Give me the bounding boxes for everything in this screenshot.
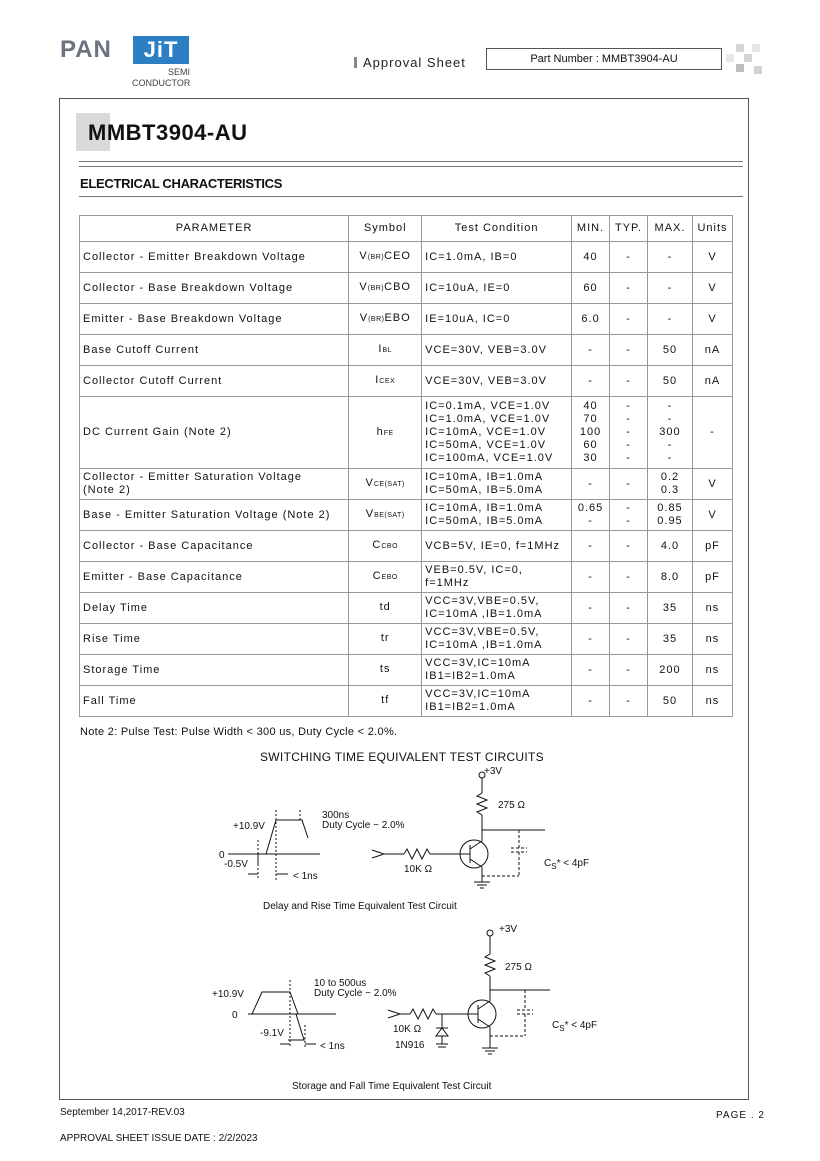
min-cell: 0.65 - [572, 500, 610, 531]
typ-cell: - [610, 335, 648, 366]
symbol-subscript: FE [383, 429, 394, 437]
part-number-box: Part Number : MMBT3904-AU [486, 48, 722, 70]
typ-cell: - [610, 624, 648, 655]
min-cell: 40 [572, 242, 610, 273]
switching-title: SWITCHING TIME EQUIVALENT TEST CIRCUITS [260, 750, 544, 764]
max-cell: - - 300 - - [648, 397, 693, 469]
symbol-subscript: BL [382, 347, 393, 354]
condition-cell: VEB=0.5V, IC=0, f=1MHz [422, 562, 572, 593]
symbol-main: I [375, 374, 380, 386]
revision-date: September 14,2017-REV.03 [60, 1107, 185, 1118]
symbol-main: tf [381, 694, 390, 706]
symbol-subscript: (BR) [368, 316, 385, 323]
c2-vzero-label: 0 [232, 1010, 238, 1021]
min-cell: 6.0 [572, 304, 610, 335]
condition-cell: VCE=30V, VEB=3.0V [422, 335, 572, 366]
max-cell: 50 [648, 366, 693, 397]
c2-vhigh-label: +10.9V [212, 989, 244, 1000]
min-cell: - [572, 469, 610, 500]
c1-vlow-label: -0.5V [224, 859, 248, 870]
max-cell: - [648, 242, 693, 273]
condition-cell: VCC=3V,IC=10mA IB1=IB2=1.0mA [422, 686, 572, 717]
symbol-tail: EBO [384, 312, 411, 324]
c1-load-resistor-label: 275 Ω [498, 800, 525, 811]
c2-diode-label: 1N916 [395, 1040, 425, 1051]
symbol-main: V [359, 312, 369, 324]
unit-cell: V [692, 500, 732, 531]
symbol-main: V [359, 281, 368, 293]
parameter-cell: Collector - Base Breakdown Voltage [80, 273, 349, 304]
condition-cell: IE=10uA, IC=0 [422, 304, 572, 335]
condition-cell: VCC=3V,IC=10mA IB1=IB2=1.0mA [422, 655, 572, 686]
max-cell: - [648, 304, 693, 335]
max-cell: 200 [648, 655, 693, 686]
symbol-main: C [372, 570, 382, 582]
c1-base-resistor-label: 10K Ω [404, 864, 433, 875]
symbol-subscript: EBO [381, 574, 398, 581]
max-cell: 4.0 [648, 531, 693, 562]
min-cell: - [572, 562, 610, 593]
condition-cell: IC=0.1mA, VCE=1.0V IC=1.0mA, VCE=1.0V IC=10mA, VCE=1.0V IC=50mA, VCE=1.0V IC=100mA, VCE=1.0V [422, 397, 572, 469]
logo-pan-text: PAN [60, 36, 112, 63]
condition-cell: VCC=3V,VBE=0.5V, IC=10mA ,IB=1.0mA [422, 593, 572, 624]
min-cell: - [572, 686, 610, 717]
condition-cell: VCB=5V, IE=0, f=1MHz [422, 531, 572, 562]
c1-vcc-label: +3V [484, 766, 503, 777]
c1-duty-label: Duty Cycle ~ 2.0% [322, 820, 405, 831]
symbol-subscript: CBO [381, 543, 399, 550]
typ-cell: - - [610, 500, 648, 531]
min-cell: - [572, 335, 610, 366]
table-header-cell: Units [692, 216, 732, 242]
typ-cell: - [610, 273, 648, 304]
condition-cell: VCC=3V,VBE=0.5V, IC=10mA ,IB=1.0mA [422, 624, 572, 655]
unit-cell: V [692, 469, 732, 500]
unit-cell: V [692, 304, 732, 335]
page-number: PAGE . 2 [716, 1110, 765, 1121]
logo-sub-line2: CONDUCTOR [132, 78, 191, 88]
c2-vlow-label: -9.1V [260, 1028, 284, 1039]
parameter-cell: Collector - Base Capacitance [80, 531, 349, 562]
parameter-cell: Collector - Emitter Saturation Voltage (Note 2) [80, 469, 349, 500]
symbol-subscript: (BR) [367, 285, 385, 292]
parameter-cell: Base - Emitter Saturation Voltage (Note 2) [80, 500, 349, 531]
min-cell: - [572, 655, 610, 686]
unit-cell: pF [692, 531, 732, 562]
parameter-cell: Base Cutoff Current [80, 335, 349, 366]
min-cell: - [572, 531, 610, 562]
parameter-cell: Rise Time [80, 624, 349, 655]
max-cell: 35 [648, 624, 693, 655]
symbol-tail: CEO [384, 250, 411, 262]
typ-cell: - [610, 593, 648, 624]
table-header-cell: Test Condition [422, 216, 572, 242]
condition-cell: IC=10mA, IB=1.0mA IC=50mA, IB=5.0mA [422, 469, 572, 500]
condition-cell: VCE=30V, VEB=3.0V [422, 366, 572, 397]
symbol-main: V [365, 477, 374, 489]
c1-pulse-width-label: 300ns [322, 810, 350, 821]
circuit2-caption: Storage and Fall Time Equivalent Test Circuit [292, 1081, 492, 1092]
typ-cell: - - - - - [610, 397, 648, 469]
c1-vhigh-label: +10.9V [233, 821, 265, 832]
parameter-cell: Fall Time [80, 686, 349, 717]
typ-cell: - [610, 242, 648, 273]
symbol-subscript: BE(SAT) [374, 512, 405, 519]
symbol-main: h [376, 425, 384, 438]
c2-rise-label: < 1ns [320, 1041, 345, 1052]
c2-vcc-label: +3V [499, 924, 518, 935]
symbol-main: tr [380, 632, 390, 644]
table-header-cell: Symbol [349, 216, 422, 242]
c1-cs-label: $C_S* < 4pF$ [544, 858, 590, 871]
unit-cell: pF [692, 562, 732, 593]
max-cell: 0.85 0.95 [648, 500, 693, 531]
condition-cell: IC=10uA, IE=0 [422, 273, 572, 304]
symbol-main: V [359, 250, 368, 262]
circuit1-caption: Delay and Rise Time Equivalent Test Circuit [263, 901, 457, 912]
typ-cell: - [610, 686, 648, 717]
unit-cell: ns [692, 593, 732, 624]
symbol-main: C [372, 539, 382, 551]
pulse-test-note: Note 2: Pulse Test: Pulse Width < 300 us, Duty Cycle < 2.0%. [80, 726, 398, 738]
parameter-cell: Collector - Emitter Breakdown Voltage [80, 242, 349, 273]
unit-cell: V [692, 242, 732, 273]
unit-cell: nA [692, 366, 732, 397]
max-cell: 0.2 0.3 [648, 469, 693, 500]
symbol-main: I [378, 343, 383, 355]
parameter-cell: Emitter - Base Capacitance [80, 562, 349, 593]
symbol-main: V [365, 508, 375, 520]
parameter-cell: Delay Time [80, 593, 349, 624]
parameter-cell: Emitter - Base Breakdown Voltage [80, 304, 349, 335]
max-cell: 50 [648, 335, 693, 366]
page-title: MMBT3904-AU [88, 120, 248, 145]
typ-cell: - [610, 304, 648, 335]
min-cell: 60 [572, 273, 610, 304]
unit-cell: ns [692, 655, 732, 686]
typ-cell: - [610, 562, 648, 593]
unit-cell: nA [692, 335, 732, 366]
typ-cell: - [610, 531, 648, 562]
symbol-subscript: CEX [379, 378, 396, 385]
symbol-subscript: (BR) [367, 254, 385, 261]
symbol-subscript: CE(SAT) [373, 481, 405, 488]
symbol-tail: CBO [384, 281, 411, 293]
table-header-cell: MIN. [572, 216, 610, 242]
condition-cell: IC=1.0mA, IB=0 [422, 242, 572, 273]
table-header-cell: TYP. [610, 216, 648, 242]
parameter-cell: Collector Cutoff Current [80, 366, 349, 397]
symbol-main: ts [379, 663, 391, 675]
typ-cell: - [610, 469, 648, 500]
approval-text: Approval Sheet [363, 55, 466, 70]
table-header-cell: MAX. [648, 216, 693, 242]
min-cell: - [572, 366, 610, 397]
logo-sub-line1: SEMI [167, 67, 190, 77]
unit-cell: ns [692, 624, 732, 655]
unit-cell: V [692, 273, 732, 304]
issue-date: APPROVAL SHEET ISSUE DATE : 2/2/2023 [60, 1133, 258, 1144]
max-cell: 8.0 [648, 562, 693, 593]
c2-cs-label: $C_S* < 4pF$ [552, 1020, 598, 1033]
section-heading: ELECTRICAL CHARACTERISTICS [80, 176, 283, 191]
unit-cell: ns [692, 686, 732, 717]
table-header-cell: PARAMETER [80, 216, 349, 242]
logo-jit-badge: JiT [133, 36, 189, 64]
min-cell: - [572, 624, 610, 655]
symbol-main: td [379, 601, 391, 613]
min-cell: - [572, 593, 610, 624]
c2-base-resistor-label: 10K Ω [393, 1024, 422, 1035]
unit-cell: - [692, 397, 732, 469]
c2-duty-label: Duty Cycle ~ 2.0% [314, 988, 397, 999]
c1-vzero-label: 0 [219, 850, 225, 861]
c2-pulse-width-label: 10 to 500us [314, 978, 367, 989]
condition-cell: IC=10mA, IB=1.0mA IC=50mA, IB=5.0mA [422, 500, 572, 531]
c2-load-resistor-label: 275 Ω [505, 962, 532, 973]
min-cell: 40 70 100 60 30 [572, 397, 610, 469]
typ-cell: - [610, 655, 648, 686]
parameter-cell: DC Current Gain (Note 2) [80, 397, 349, 469]
max-cell: 50 [648, 686, 693, 717]
circuit2-schematic [248, 930, 550, 1054]
typ-cell: - [610, 366, 648, 397]
c1-rise-label: < 1ns [293, 871, 318, 882]
max-cell: - [648, 273, 693, 304]
max-cell: 35 [648, 593, 693, 624]
parameter-cell: Storage Time [80, 655, 349, 686]
